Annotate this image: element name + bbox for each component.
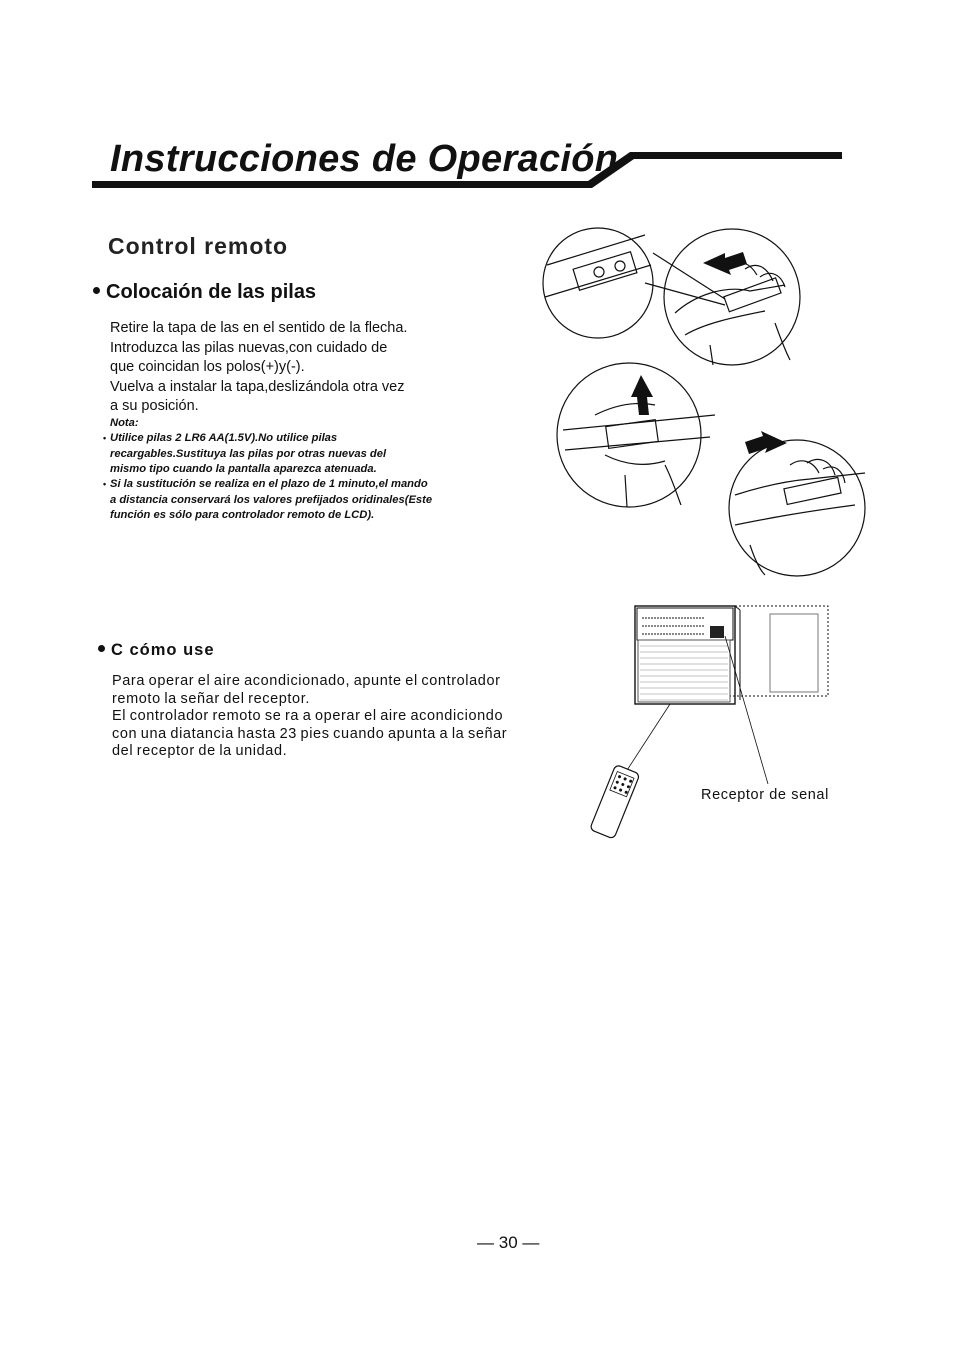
bullet-icon bbox=[98, 645, 105, 652]
page-title: Instrucciones de Operación bbox=[110, 138, 619, 180]
receptor-label: Receptor de senal bbox=[701, 787, 829, 803]
note-line: función es sólo para controlador remoto de LCD). bbox=[110, 509, 375, 521]
battery-line: a su posición. bbox=[110, 398, 199, 414]
usage-instructions bbox=[112, 673, 507, 761]
note-line: Utilice pilas 2 LR6 AA(1.5V).No utilice pilas bbox=[110, 432, 338, 444]
note-line: mismo tipo cuando la pantalla aparezca atenuada. bbox=[110, 463, 377, 475]
battery-line: Vuelva a instalar la tapa,deslizándola otra vez bbox=[110, 378, 405, 395]
battery-line: Introduzca las pilas nuevas,con cuidado de bbox=[110, 339, 388, 356]
note-line: Si la sustitución se realiza en el plazo de 1 minuto,el mando bbox=[110, 478, 428, 490]
usage-line: del receptor de la unidad. bbox=[112, 743, 288, 759]
battery-heading-text: Colocaión de las pilas bbox=[106, 281, 317, 303]
air-conditioner-illustration bbox=[580, 596, 850, 846]
note-item bbox=[103, 477, 432, 524]
page-number: — 30 — bbox=[477, 1233, 540, 1252]
page-number-value: 30 bbox=[498, 1233, 518, 1252]
usage-line: El controlador remoto se ra a operar el aire acondiciondo bbox=[112, 708, 504, 724]
note-line: recargables.Sustituya las pilas por otras nuevas del bbox=[110, 447, 387, 460]
battery-line: que coincidan los polos(+)y(-). bbox=[110, 359, 305, 375]
battery-instructions bbox=[110, 319, 407, 417]
battery-illustrations bbox=[535, 225, 875, 585]
note-line: a distancia conservará los valores prefijados oridinales(Este bbox=[110, 493, 433, 506]
usage-line: con una diatancia hasta 23 pies cuando apunta a la señar bbox=[112, 725, 508, 742]
small-bullet-icon: • bbox=[103, 479, 107, 489]
battery-line: Retire la tapa de las en el sentido de la flecha. bbox=[110, 320, 408, 336]
signal-receptor-icon bbox=[710, 626, 724, 638]
usage-heading-text: C cómo use bbox=[111, 641, 215, 659]
usage-line: remoto la señar del receptor. bbox=[112, 690, 310, 707]
usage-line: Para operar el aire acondicionado, apunte el controlador bbox=[112, 673, 501, 689]
note-item bbox=[103, 431, 386, 478]
arrow-left-icon bbox=[703, 252, 747, 275]
note-title: Nota: bbox=[110, 417, 139, 429]
remote-control-icon bbox=[590, 764, 640, 839]
battery-heading bbox=[93, 281, 316, 304]
arrow-up-icon bbox=[631, 375, 653, 415]
section-title: Control remoto bbox=[108, 233, 289, 259]
small-bullet-icon: • bbox=[103, 433, 107, 443]
bullet-icon bbox=[93, 287, 100, 294]
arrow-right-icon bbox=[745, 431, 787, 454]
usage-heading bbox=[98, 641, 215, 660]
